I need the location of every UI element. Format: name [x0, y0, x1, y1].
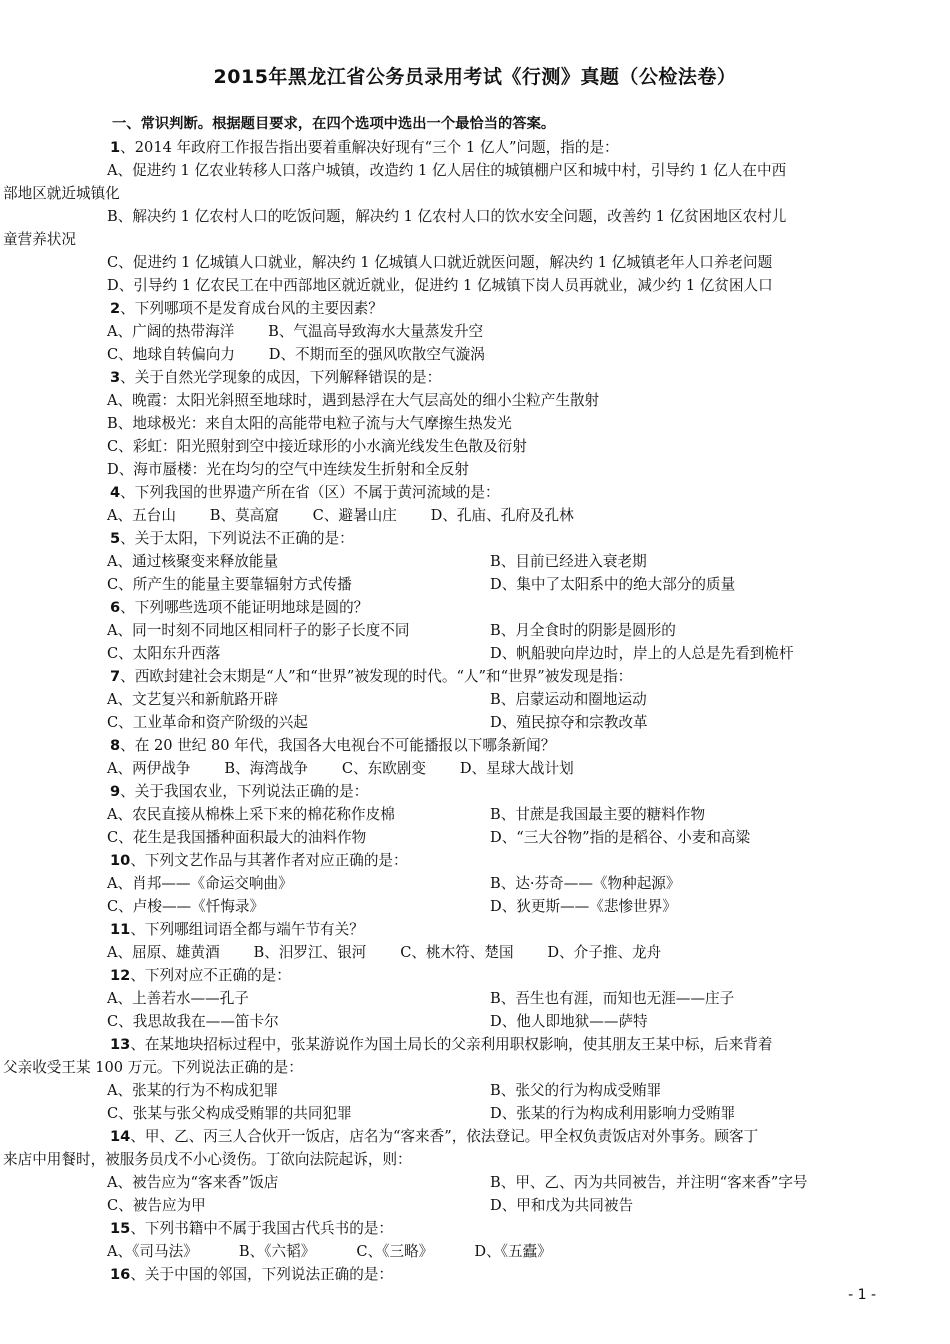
question-text: 、在 20 世纪 80 年代，我国各大电视台不可能播报以下哪条新闻？: [120, 737, 556, 754]
question-number: 4: [110, 484, 121, 501]
question-number: 13: [110, 1036, 131, 1053]
question-stem: [110, 1125, 875, 1148]
option: A、通过核聚变来释放能量: [107, 553, 279, 570]
question-stem: [110, 849, 875, 872]
option-row: A、屈原、雄黄酒 B、汨罗江、银河 C、桃木符、楚国 D、介子推、龙舟: [107, 944, 662, 961]
option-row: [107, 1194, 875, 1217]
option: C、太阳东升西落: [107, 645, 221, 662]
section-heading: 一、常识判断。根据题目要求，在四个选项中选出一个最恰当的答案。: [112, 116, 556, 132]
option-row: B、地球极光：来自太阳的高能带电粒子流与大气摩擦生热发光: [107, 415, 512, 432]
option: B、启蒙运动和圈地运动: [490, 691, 647, 708]
question-number: 16: [110, 1266, 131, 1283]
option: C、所产生的能量主要靠辐射方式传播: [107, 576, 352, 593]
option: A、文艺复兴和新航路开辟: [107, 691, 279, 708]
option-row: C、彩虹：阳光照射到空中接近球形的小水滴光线发生色散及衍射: [107, 438, 527, 455]
question-number: 6: [110, 599, 121, 616]
option-row: [107, 872, 875, 895]
option-row: D、海市蜃楼：光在均匀的空气中连续发生折射和全反射: [107, 461, 469, 478]
question-stem: [110, 1217, 875, 1240]
question-text: 、下列哪组词语全都与端午节有关？: [130, 921, 364, 938]
option-row: [107, 688, 875, 711]
option-continued: 部地区就近城镇化: [3, 185, 120, 202]
option: D、帆船驶向岸边时，岸上的人总是先看到桅杆: [490, 645, 794, 662]
option: D、集中了太阳系中的绝大部分的质量: [490, 576, 736, 593]
question-stem: [110, 366, 875, 389]
question-stem: [110, 1033, 875, 1056]
option-row: [107, 826, 875, 849]
question-text: 、下列文艺作品与其著作者对应正确的是：: [130, 852, 408, 869]
option-row: [107, 711, 875, 734]
question-stem: [110, 481, 875, 504]
option-row: [107, 1079, 875, 1102]
option: C、我思故我在——笛卡尔: [107, 1013, 279, 1030]
option: C、花生是我国播种面积最大的油料作物: [107, 829, 367, 846]
option: A、肖邦——《命运交响曲》: [107, 875, 293, 892]
question-number: 5: [110, 530, 121, 547]
option: D、张某的行为构成利用影响力受贿罪: [490, 1105, 736, 1122]
question-text: 、下列对应不正确的是：: [130, 967, 291, 984]
question-stem: [110, 780, 875, 803]
question-number: 7: [110, 668, 121, 685]
option-row: A、广阔的热带海洋 B、气温高导致海水大量蒸发升空: [107, 323, 484, 340]
option: A、被告应为“客来香”饭店: [107, 1174, 279, 1191]
question-stem: [110, 964, 875, 987]
question-text: 、2014 年政府工作报告指出要着重解决好现有“三个 1 亿人”问题，指的是：: [120, 139, 619, 156]
question-number: 3: [110, 369, 121, 386]
option: C、工业革命和资产阶级的兴起: [107, 714, 308, 731]
option-row: [107, 619, 875, 642]
option: D、殖民掠夺和宗教改革: [490, 714, 648, 731]
question-text: 、在某地块招标过程中，张某游说作为国土局长的父亲利用职权影响，使其朋友王某中标，后来背着: [130, 1036, 773, 1053]
question-text-continued: 来店中用餐时，被服务员戊不小心烫伤。丁欲向法院起诉，则：: [3, 1151, 412, 1168]
option: D、他人即地狱——萨特: [490, 1013, 648, 1030]
question-number: 1: [110, 139, 121, 156]
option: C、卢梭——《忏悔录》: [107, 898, 265, 915]
option-row: [107, 642, 875, 665]
question-number: 15: [110, 1220, 131, 1237]
option: B、吾生也有涯，而知也无涯——庄子: [490, 990, 735, 1007]
option-row: A、《司马法》 B、《六韬》 C、《三略》 D、《五蠹》: [107, 1243, 552, 1260]
option-row: C、地球自转偏向力 D、不期而至的强风吹散空气漩涡: [107, 346, 485, 363]
option-row: [107, 803, 875, 826]
question-number: 14: [110, 1128, 131, 1145]
question-number: 2: [110, 300, 121, 317]
option: A、促进约 1 亿农业转移人口落户城镇，改造约 1 亿人居住的城镇棚户区和城中村，引导约 1 亿人在中西: [107, 162, 787, 179]
question-text: 、下列哪项不是发育成台风的主要因素？: [120, 300, 383, 317]
question-text: 、西欧封建社会末期是“人”和“世界”被发现的时代。“人”和“世界”被发现是指：: [120, 668, 633, 685]
option: D、甲和戊为共同被告: [490, 1197, 634, 1214]
option: C、张某与张父构成受贿罪的共同犯罪: [107, 1105, 352, 1122]
option-row: [107, 987, 875, 1010]
option-row: [107, 550, 875, 573]
option: B、解决约 1 亿农村人口的吃饭问题，解决约 1 亿农村人口的饮水安全问题，改善约 1 亿贫困地区农村儿: [107, 208, 787, 225]
question-stem: [110, 918, 875, 941]
option: B、达·芬奇——《物种起源》: [490, 875, 681, 892]
option-row: [107, 1010, 875, 1033]
question-text: 、下列我国的世界遗产所在省（区）不属于黄河流域的是：: [120, 484, 500, 501]
question-text-continued: 父亲收受王某 100 万元。下列说法正确的是：: [3, 1059, 303, 1076]
question-number: 10: [110, 852, 131, 869]
question-text: 、甲、乙、丙三人合伙开一饭店，店名为“客来香”，依法登记。甲全权负责饭店对外事务。顾客丁: [130, 1128, 759, 1145]
page-number: - 1 -: [848, 1287, 876, 1303]
option-row: [107, 1102, 875, 1125]
option: C、促进约 1 亿城镇人口就业，解决约 1 亿城镇人口就近就医问题，解决约 1 亿城镇老年人口养老问题: [107, 254, 773, 271]
option: A、农民直接从棉株上采下来的棉花称作皮棉: [107, 806, 395, 823]
option-row: [107, 573, 875, 596]
option: A、上善若水——孔子: [107, 990, 249, 1007]
option: A、同一时刻不同地区相同杆子的影子长度不同: [107, 622, 410, 639]
option: B、甘蔗是我国最主要的糖料作物: [490, 806, 706, 823]
option: B、张父的行为构成受贿罪: [490, 1082, 662, 1099]
option-row: A、两伊战争 B、海湾战争 C、东欧剧变 D、星球大战计划: [107, 760, 574, 777]
question-list: [3, 113, 875, 1286]
question-text: 、下列书籍中不属于我国古代兵书的是：: [130, 1220, 394, 1237]
option-continued: 童营养状况: [3, 231, 76, 248]
option-row: A、五台山 B、莫高窟 C、避暑山庄 D、孔庙、孔府及孔林: [107, 507, 574, 524]
question-stem: [110, 136, 875, 159]
question-number: 11: [110, 921, 131, 938]
option: D、“三大谷物”指的是稻谷、小麦和高粱: [490, 829, 751, 846]
question-text: 、下列哪些选项不能证明地球是圆的？: [120, 599, 369, 616]
option-row: [107, 1171, 875, 1194]
question-stem: [110, 297, 875, 320]
option: C、被告应为甲: [107, 1197, 206, 1214]
option: A、张某的行为不构成犯罪: [107, 1082, 279, 1099]
question-text: 、关于我国农业，下列说法正确的是：: [120, 783, 369, 800]
option: B、目前已经进入衰老期: [490, 553, 647, 570]
question-stem: [110, 596, 875, 619]
question-stem: [110, 527, 875, 550]
question-stem: [110, 734, 875, 757]
question-text: 、关于自然光学现象的成因，下列解释错误的是：: [120, 369, 442, 386]
option: B、甲、乙、丙为共同被告，并注明“客来香”字号: [490, 1174, 808, 1191]
question-text: 、关于太阳，下列说法不正确的是：: [120, 530, 354, 547]
option: D、狄更斯——《悲惨世界》: [490, 898, 677, 915]
question-stem: [110, 1263, 875, 1286]
question-number: 12: [110, 967, 131, 984]
question-number: 9: [110, 783, 121, 800]
option-row: [107, 895, 875, 918]
option: B、月全食时的阴影是圆形的: [490, 622, 676, 639]
question-stem: [110, 665, 875, 688]
page-title: 2015年黑龙江省公务员录用考试《行测》真题（公检法卷）: [213, 66, 737, 88]
option: D、引导约 1 亿农民工在中西部地区就近就业，促进约 1 亿城镇下岗人员再就业，减少约 1 亿贫困人口: [107, 277, 773, 294]
question-number: 8: [110, 737, 121, 754]
option-row: A、晚霞：太阳光斜照至地球时，遇到悬浮在大气层高处的细小尘粒产生散射: [107, 392, 600, 409]
question-text: 、关于中国的邻国，下列说法正确的是：: [130, 1266, 394, 1283]
